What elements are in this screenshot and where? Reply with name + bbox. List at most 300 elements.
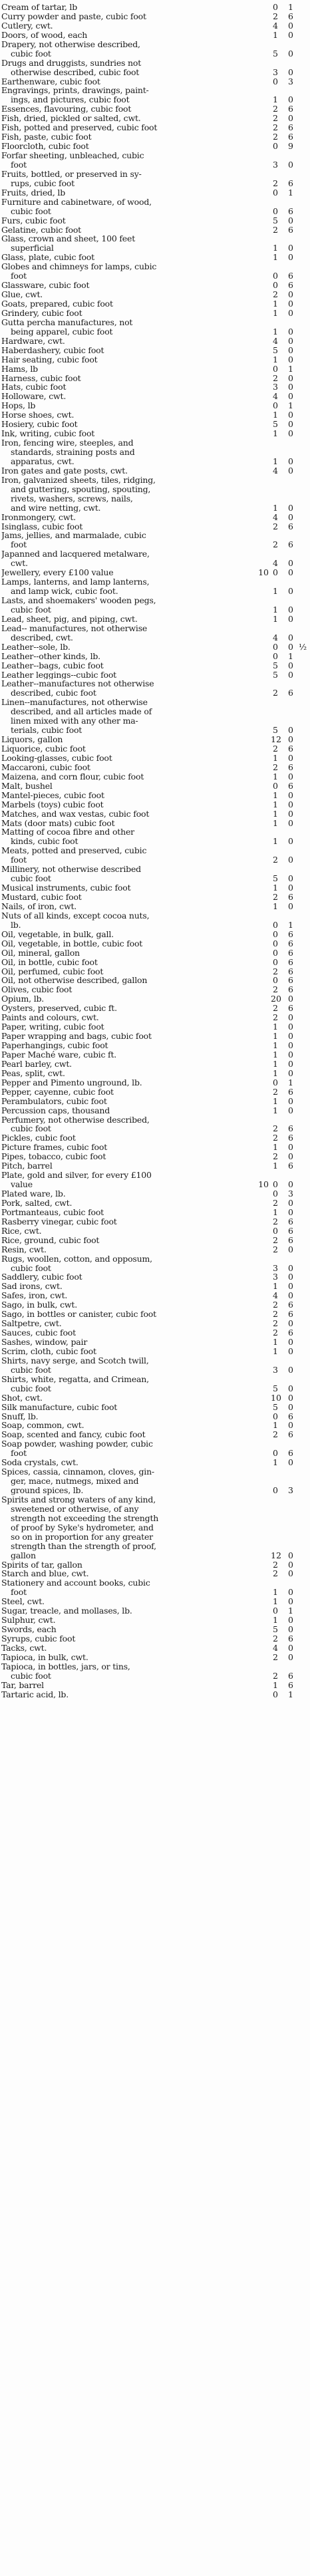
- rate-pence: 1: [288, 1606, 293, 1616]
- entry-description: Fish, paste, cubic foot: [1, 132, 92, 142]
- rate-pence: 0: [288, 345, 293, 355]
- entry-description: Millinery, not otherwise described: [1, 865, 141, 875]
- rate-shillings: 0: [273, 364, 278, 374]
- rate-shillings: 2: [273, 114, 278, 124]
- tariff-entry-continuation: [0, 485, 310, 494]
- tariff-entry: [0, 1578, 310, 1588]
- tariff-entry-continuation: [0, 179, 310, 188]
- rate-pounds: 10: [258, 1180, 269, 1189]
- rate-shillings: 2: [273, 11, 278, 21]
- rate-pence: 0: [288, 1041, 293, 1050]
- entry-description: Peas, split, cwt.: [1, 1068, 65, 1078]
- entry-description: Steel, cwt.: [1, 1597, 45, 1607]
- entry-description: Spices, cassia, cinnamon, cloves, gin-: [1, 1467, 154, 1477]
- tariff-entry-continuation: [0, 1551, 310, 1560]
- rate-shillings: 4: [273, 633, 278, 643]
- rate-pence: 0: [288, 420, 293, 430]
- tariff-entry: [0, 643, 310, 652]
- rate-fraction: ½: [298, 642, 307, 652]
- entry-description: Cream of tartar, lb: [1, 3, 78, 12]
- rate-pence: 1: [288, 1689, 293, 1699]
- entry-description: ground spices, lb.: [11, 1486, 84, 1495]
- tariff-entry: [0, 1041, 310, 1050]
- tariff-entry: [0, 819, 310, 828]
- rate-shillings: 1: [273, 410, 278, 420]
- tariff-entry: [0, 1634, 310, 1644]
- entry-description: Haberdashery, cubic foot: [1, 345, 104, 355]
- rate-pence: 6: [288, 1124, 293, 1134]
- tariff-entry: [0, 1004, 310, 1013]
- rate-shillings: 1: [273, 1161, 278, 1171]
- rate-shillings: 0: [273, 1449, 278, 1459]
- rate-shillings: 1: [273, 818, 278, 828]
- tariff-entry: [0, 1421, 310, 1430]
- rate-pence: 0: [288, 382, 293, 392]
- entry-description: Pepper and Pimento unground, lb.: [1, 1077, 142, 1087]
- rate-pence: 0: [288, 660, 293, 670]
- entry-description: described, cwt.: [11, 633, 73, 643]
- tariff-entry: [0, 985, 310, 994]
- tariff-entry: [0, 827, 310, 837]
- rate-shillings: 1: [273, 1068, 278, 1078]
- entry-description: lb.: [11, 920, 21, 930]
- rate-pence: 0: [288, 790, 293, 800]
- rate-shillings: 2: [273, 1310, 278, 1320]
- entry-description: Goats, prepared, cubic foot: [1, 299, 113, 309]
- tariff-entry: [0, 1606, 310, 1616]
- tariff-entry: [0, 1439, 310, 1449]
- entry-description: and guttering, spouting, spouting,: [11, 484, 151, 494]
- tariff-entry: [0, 1681, 310, 1690]
- rate-shillings: 0: [273, 948, 278, 958]
- rate-pence: 0: [288, 670, 293, 680]
- rate-pence: 0: [288, 799, 293, 809]
- entry-description: Swords, each: [1, 1625, 57, 1634]
- entry-description: standards, straining posts and: [11, 448, 135, 457]
- entry-description: Soap powder, washing powder, cubic: [1, 1439, 153, 1449]
- entry-description: Maccaroni, cubic foot: [1, 762, 90, 772]
- rate-pence: 0: [288, 355, 293, 364]
- entry-description: so on in proportion for any greater: [11, 1532, 153, 1542]
- tariff-entry: [0, 1347, 310, 1356]
- rate-shillings: 0: [273, 1411, 278, 1421]
- tariff-entry: [0, 1310, 310, 1319]
- entry-description: Saddlery, cubic foot: [1, 1272, 82, 1282]
- entry-description: Leather--manufactures not otherwise: [1, 679, 154, 689]
- rate-shillings: 12: [271, 735, 281, 744]
- entry-description: Plate, gold and silver, for every £100: [1, 1171, 152, 1181]
- tariff-entry: [0, 1254, 310, 1264]
- tariff-entry: [0, 1300, 310, 1310]
- rate-shillings: 5: [273, 1625, 278, 1634]
- rate-shillings: 0: [273, 1689, 278, 1699]
- tariff-entry: [0, 1375, 310, 1384]
- rate-pence: 6: [288, 1634, 293, 1644]
- rate-pence: 1: [288, 401, 293, 411]
- entry-description: Lead-- manufactures, not otherwise: [1, 623, 148, 633]
- tariff-entry: [0, 624, 310, 633]
- tariff-entry: [0, 772, 310, 782]
- tariff-entry-continuation: [0, 688, 310, 698]
- entry-description: Pipes, tobacco, cubic foot: [1, 1152, 106, 1162]
- entry-description: Scrim, cloth, cubic foot: [1, 1346, 96, 1356]
- rate-pence: 0: [288, 308, 293, 318]
- entry-description: Opium, lb.: [1, 994, 45, 1004]
- rate-shillings: 2: [273, 1087, 278, 1097]
- rate-shillings: 2: [273, 1569, 278, 1579]
- rate-pence: 6: [288, 893, 293, 902]
- entry-description: Hair seating, cubic foot: [1, 355, 98, 364]
- rate-shillings: 0: [273, 920, 278, 930]
- entry-description: Maizena, and corn flour, cubic foot: [1, 772, 144, 782]
- entry-description: Globes and chimneys for lamps, cubic: [1, 262, 157, 272]
- rate-pence: 0: [288, 874, 293, 884]
- rate-shillings: 2: [273, 1013, 278, 1023]
- entry-description: Tar, barrel: [1, 1680, 44, 1690]
- tariff-entry: [0, 132, 310, 142]
- entry-description: Perambulators, cubic foot: [1, 1096, 107, 1106]
- rate-pence: 0: [288, 559, 293, 569]
- tariff-entry: [0, 549, 310, 559]
- rate-shillings: 0: [273, 1077, 278, 1087]
- rate-pence: 0: [288, 466, 293, 476]
- rate-pence: 6: [288, 938, 293, 948]
- rate-pence: 0: [288, 1022, 293, 1032]
- rate-shillings: 4: [273, 466, 278, 476]
- tariff-entry: [0, 364, 310, 374]
- tariff-entry-continuation: [0, 271, 310, 281]
- rate-shillings: 1: [273, 790, 278, 800]
- tariff-entry-continuation: [0, 1671, 310, 1681]
- rate-pence: 6: [288, 1087, 293, 1097]
- entry-description: Shot, cwt.: [1, 1393, 43, 1403]
- rate-pence: 0: [288, 160, 293, 170]
- rate-pence: 6: [288, 540, 293, 550]
- tariff-entry: [0, 355, 310, 364]
- entry-description: Soda crystals, cwt.: [1, 1458, 78, 1468]
- entry-description: Sad irons, cwt.: [1, 1282, 63, 1292]
- rate-shillings: 1: [273, 1096, 278, 1106]
- rate-shillings: 5: [273, 420, 278, 430]
- entry-description: Curry powder and paste, cubic foot: [1, 11, 146, 21]
- rate-shillings: 0: [273, 938, 278, 948]
- rate-pence: 6: [288, 1235, 293, 1245]
- entry-description: Oil, perfumed, cubic foot: [1, 966, 104, 976]
- rate-pence: 0: [288, 299, 293, 309]
- rate-pence: 6: [288, 1300, 293, 1310]
- rate-shillings: 1: [273, 1597, 278, 1607]
- entry-description: ger, mace, nutmegs, mixed and: [11, 1477, 139, 1486]
- entry-description: Rugs, woollen, cotton, and opposum,: [1, 1254, 152, 1264]
- rate-pence: 6: [288, 1310, 293, 1320]
- rate-pence: 0: [288, 1560, 293, 1570]
- rate-pence: 0: [288, 253, 293, 263]
- rate-shillings: 5: [273, 345, 278, 355]
- tariff-entry-continuation: [0, 1486, 310, 1495]
- rate-shillings: 4: [273, 1291, 278, 1301]
- tariff-entry: [0, 967, 310, 976]
- entry-description: Pickles, cubic foot: [1, 1133, 76, 1143]
- rate-shillings: 1: [273, 308, 278, 318]
- tariff-entry-continuation: [0, 633, 310, 643]
- rate-pence: 0: [288, 114, 293, 124]
- rate-shillings: 1: [273, 587, 278, 596]
- tariff-entry: [0, 1653, 310, 1662]
- rate-pence: 0: [288, 994, 293, 1004]
- tariff-entry: [0, 1245, 310, 1254]
- rate-pence: 0: [288, 726, 293, 736]
- rate-shillings: 20: [271, 994, 281, 1004]
- entry-description: Paper Maché ware, cubic ft.: [1, 1050, 117, 1060]
- rate-shillings: 2: [273, 1560, 278, 1570]
- rate-shillings: 2: [273, 1152, 278, 1162]
- tariff-entry: [0, 382, 310, 392]
- entry-description: cubic foot: [11, 49, 51, 59]
- entry-description: Japanned and lacquered metalware,: [1, 549, 150, 559]
- tariff-entry: [0, 1161, 310, 1171]
- entry-description: strength than the strength of proof,: [11, 1541, 156, 1551]
- entry-description: Silk manufacture, cubic foot: [1, 1402, 118, 1412]
- rate-shillings: 0: [273, 1606, 278, 1616]
- rate-shillings: 1: [273, 753, 278, 763]
- tariff-entry-continuation: [0, 1365, 310, 1375]
- entry-description: Paperhangings, cubic foot: [1, 1041, 108, 1050]
- entry-description: Sago, in bottles or canister, cubic foot: [1, 1310, 156, 1320]
- tariff-entry: [0, 1022, 310, 1032]
- rate-pence: 0: [288, 587, 293, 596]
- rate-pence: 6: [288, 1133, 293, 1143]
- rate-pence: 0: [288, 633, 293, 643]
- entry-description: Sugar, treacle, and mollases, lb.: [1, 1606, 132, 1616]
- rate-shillings: 2: [273, 1430, 278, 1440]
- tariff-entry: [0, 800, 310, 809]
- tariff-entry: [0, 958, 310, 967]
- rate-pence: 6: [288, 1004, 293, 1014]
- rate-shillings: 1: [273, 1282, 278, 1292]
- tariff-entry: [0, 1356, 310, 1365]
- tariff-entry: [0, 1208, 310, 1217]
- rate-pence: 0: [288, 1059, 293, 1069]
- tariff-entry: [0, 123, 310, 132]
- tariff-entry: [0, 911, 310, 921]
- tariff-entry: [0, 754, 310, 763]
- rate-pence: 6: [288, 1449, 293, 1459]
- tariff-entry: [0, 476, 310, 485]
- rate-shillings: 5: [273, 215, 278, 225]
- tariff-list: [0, 3, 310, 1699]
- rate-shillings: 5: [273, 726, 278, 736]
- rate-pence: 0: [288, 1013, 293, 1023]
- rate-pence: 0: [288, 1180, 293, 1189]
- rate-shillings: 2: [273, 1133, 278, 1143]
- rate-pence: 0: [288, 1625, 293, 1634]
- entry-description: Isinglass, cubic foot: [1, 521, 83, 531]
- entry-description: Marbels (toys) cubic foot: [1, 799, 104, 809]
- rate-pence: 6: [288, 966, 293, 976]
- tariff-entry-continuation: [0, 457, 310, 466]
- rate-shillings: 2: [273, 1671, 278, 1681]
- entry-description: Forfar sheeting, unbleached, cubic: [1, 151, 144, 160]
- rate-pence: 6: [288, 123, 293, 133]
- rate-pence: 0: [288, 1550, 293, 1560]
- rate-shillings: 2: [273, 132, 278, 142]
- rate-shillings: 2: [273, 290, 278, 299]
- tariff-entry: [0, 337, 310, 346]
- rate-pence: 6: [288, 1161, 293, 1171]
- tariff-entry-continuation: [0, 1384, 310, 1393]
- entry-description: Oysters, preserved, cubic ft.: [1, 1004, 117, 1014]
- entry-description: Hops, lb: [1, 401, 36, 411]
- rate-pence: 0: [288, 1105, 293, 1115]
- entry-description: cubic foot: [11, 1263, 51, 1273]
- tariff-entry: [0, 225, 310, 235]
- entry-description: Pepper, cayenne, cubic foot: [1, 1087, 114, 1097]
- tariff-entry: [0, 1226, 310, 1236]
- entry-description: Hams, lb: [1, 364, 38, 374]
- rate-shillings: 2: [273, 855, 278, 865]
- rate-pence: 0: [288, 392, 293, 402]
- rate-pence: 0: [288, 809, 293, 819]
- entry-description: Liquorice, cubic foot: [1, 744, 86, 754]
- tariff-entry-continuation: [0, 1449, 310, 1458]
- entry-description: Glass, crown and sheet, 100 feet: [1, 234, 136, 244]
- tariff-entry: [0, 994, 310, 1004]
- tariff-entry: [0, 1319, 310, 1328]
- tariff-entry: [0, 40, 310, 49]
- tariff-entry: [0, 698, 310, 707]
- entry-description: Mantel-pieces, cubic foot: [1, 790, 104, 800]
- rate-shillings: 0: [273, 568, 278, 578]
- entry-description: Plated ware, lb.: [1, 1189, 66, 1199]
- rate-shillings: 2: [273, 1216, 278, 1226]
- rate-shillings: 5: [273, 874, 278, 884]
- tariff-entry: [0, 865, 310, 874]
- rate-pence: 0: [288, 95, 293, 105]
- tariff-entry: [0, 31, 310, 40]
- tariff-entry-continuation: [0, 837, 310, 846]
- rate-shillings: 0: [273, 188, 278, 198]
- entry-description: Furs, cubic foot: [1, 215, 66, 225]
- rate-shillings: 2: [273, 178, 278, 188]
- entry-description: Percussion caps, thousand: [1, 1105, 110, 1115]
- tariff-entry: [0, 299, 310, 309]
- rate-shillings: 2: [273, 1652, 278, 1662]
- tariff-entry-continuation: [0, 1477, 310, 1486]
- tariff-entry: [0, 21, 310, 31]
- rate-shillings: 3: [273, 1263, 278, 1273]
- entry-description: Iron gates and gate posts, cwt.: [1, 466, 128, 476]
- entry-description: foot: [11, 160, 27, 170]
- entry-description: Grindery, cubic foot: [1, 308, 82, 318]
- tariff-entry: [0, 1597, 310, 1606]
- tariff-entry: [0, 1115, 310, 1125]
- rate-shillings: 2: [273, 1004, 278, 1014]
- tariff-entry: [0, 12, 310, 21]
- entry-description: Oil, not otherwise described, gallon: [1, 976, 148, 986]
- tariff-entry-continuation: [0, 1514, 310, 1523]
- rate-shillings: 4: [273, 559, 278, 569]
- entry-description: Doors, of wood, each: [1, 30, 88, 40]
- rate-shillings: 1: [273, 809, 278, 819]
- rate-shillings: 1: [273, 1041, 278, 1050]
- tariff-entry: [0, 1199, 310, 1208]
- tariff-entry: [0, 1236, 310, 1245]
- entry-description: superficial: [11, 243, 54, 253]
- tariff-entry: [0, 577, 310, 587]
- rate-shillings: 4: [273, 512, 278, 522]
- entry-description: Picture frames, cubic foot: [1, 1143, 108, 1153]
- entry-description: otherwise described, cubic foot: [11, 67, 140, 77]
- rate-shillings: 1: [273, 1616, 278, 1626]
- entry-description: cwt.: [11, 559, 28, 569]
- tariff-entry-continuation: [0, 494, 310, 503]
- rate-pence: 6: [288, 281, 293, 291]
- rate-shillings: 1: [273, 1207, 278, 1217]
- rate-pence: 6: [288, 762, 293, 772]
- entry-description: cubic foot: [11, 206, 51, 216]
- entry-description: foot: [11, 271, 27, 281]
- tariff-entry-continuation: [0, 855, 310, 865]
- rate-pence: 0: [288, 1198, 293, 1208]
- entry-description: foot: [11, 855, 27, 865]
- tariff-entry: [0, 198, 310, 207]
- entry-description: Tacks, cwt.: [1, 1643, 47, 1653]
- entry-description: Fish, dried, pickled or salted, cwt.: [1, 114, 141, 124]
- entry-description: Engravings, prints, drawings, paint-: [1, 86, 149, 96]
- entry-description: Saltpetre, cwt.: [1, 1319, 62, 1329]
- tariff-entry: [0, 188, 310, 198]
- rate-shillings: 0: [273, 3, 278, 12]
- tariff-entry: [0, 1013, 310, 1022]
- tariff-entry: [0, 1338, 310, 1347]
- entry-description: Hardware, cwt.: [1, 336, 65, 346]
- rate-shillings: 0: [273, 781, 278, 791]
- rate-shillings: 1: [273, 1458, 278, 1468]
- rate-pence: 0: [288, 1588, 293, 1598]
- rate-shillings: 5: [273, 670, 278, 680]
- rate-shillings: 2: [273, 1328, 278, 1338]
- entry-description: Lasts, and shoemakers' wooden pegs,: [1, 596, 156, 605]
- rate-shillings: 3: [273, 1272, 278, 1282]
- rate-shillings: 2: [273, 373, 278, 383]
- rate-shillings: 0: [273, 651, 278, 661]
- rate-shillings: 4: [273, 1643, 278, 1653]
- tariff-entry-continuation: [0, 587, 310, 596]
- rate-pence: 0: [288, 1365, 293, 1375]
- rate-shillings: 0: [273, 1189, 278, 1199]
- tariff-entry: [0, 142, 310, 151]
- entry-description: Matting of cocoa fibre and other: [1, 827, 134, 837]
- rate-pence: 1: [288, 920, 293, 930]
- rate-shillings: 5: [273, 660, 278, 670]
- rate-shillings: 2: [273, 966, 278, 976]
- rate-pence: 6: [288, 957, 293, 967]
- rate-shillings: 2: [273, 225, 278, 235]
- rate-shillings: 1: [273, 772, 278, 782]
- rate-pence: 0: [288, 1393, 293, 1403]
- rate-pence: 0: [288, 67, 293, 77]
- entry-description: Oil, vegetable, in bulk, gall.: [1, 929, 114, 939]
- entry-description: Mats (door mats) cubic foot: [1, 818, 115, 828]
- tariff-entry-continuation: [0, 921, 310, 930]
- tariff-entry: [0, 846, 310, 855]
- entry-description: Floorcloth, cubic foot: [1, 142, 89, 151]
- tariff-entry: [0, 429, 310, 438]
- tariff-entry: [0, 893, 310, 902]
- entry-description: Stationery and account books, cubic: [1, 1578, 150, 1588]
- tariff-entry-continuation: [0, 49, 310, 59]
- rate-shillings: 2: [273, 1124, 278, 1134]
